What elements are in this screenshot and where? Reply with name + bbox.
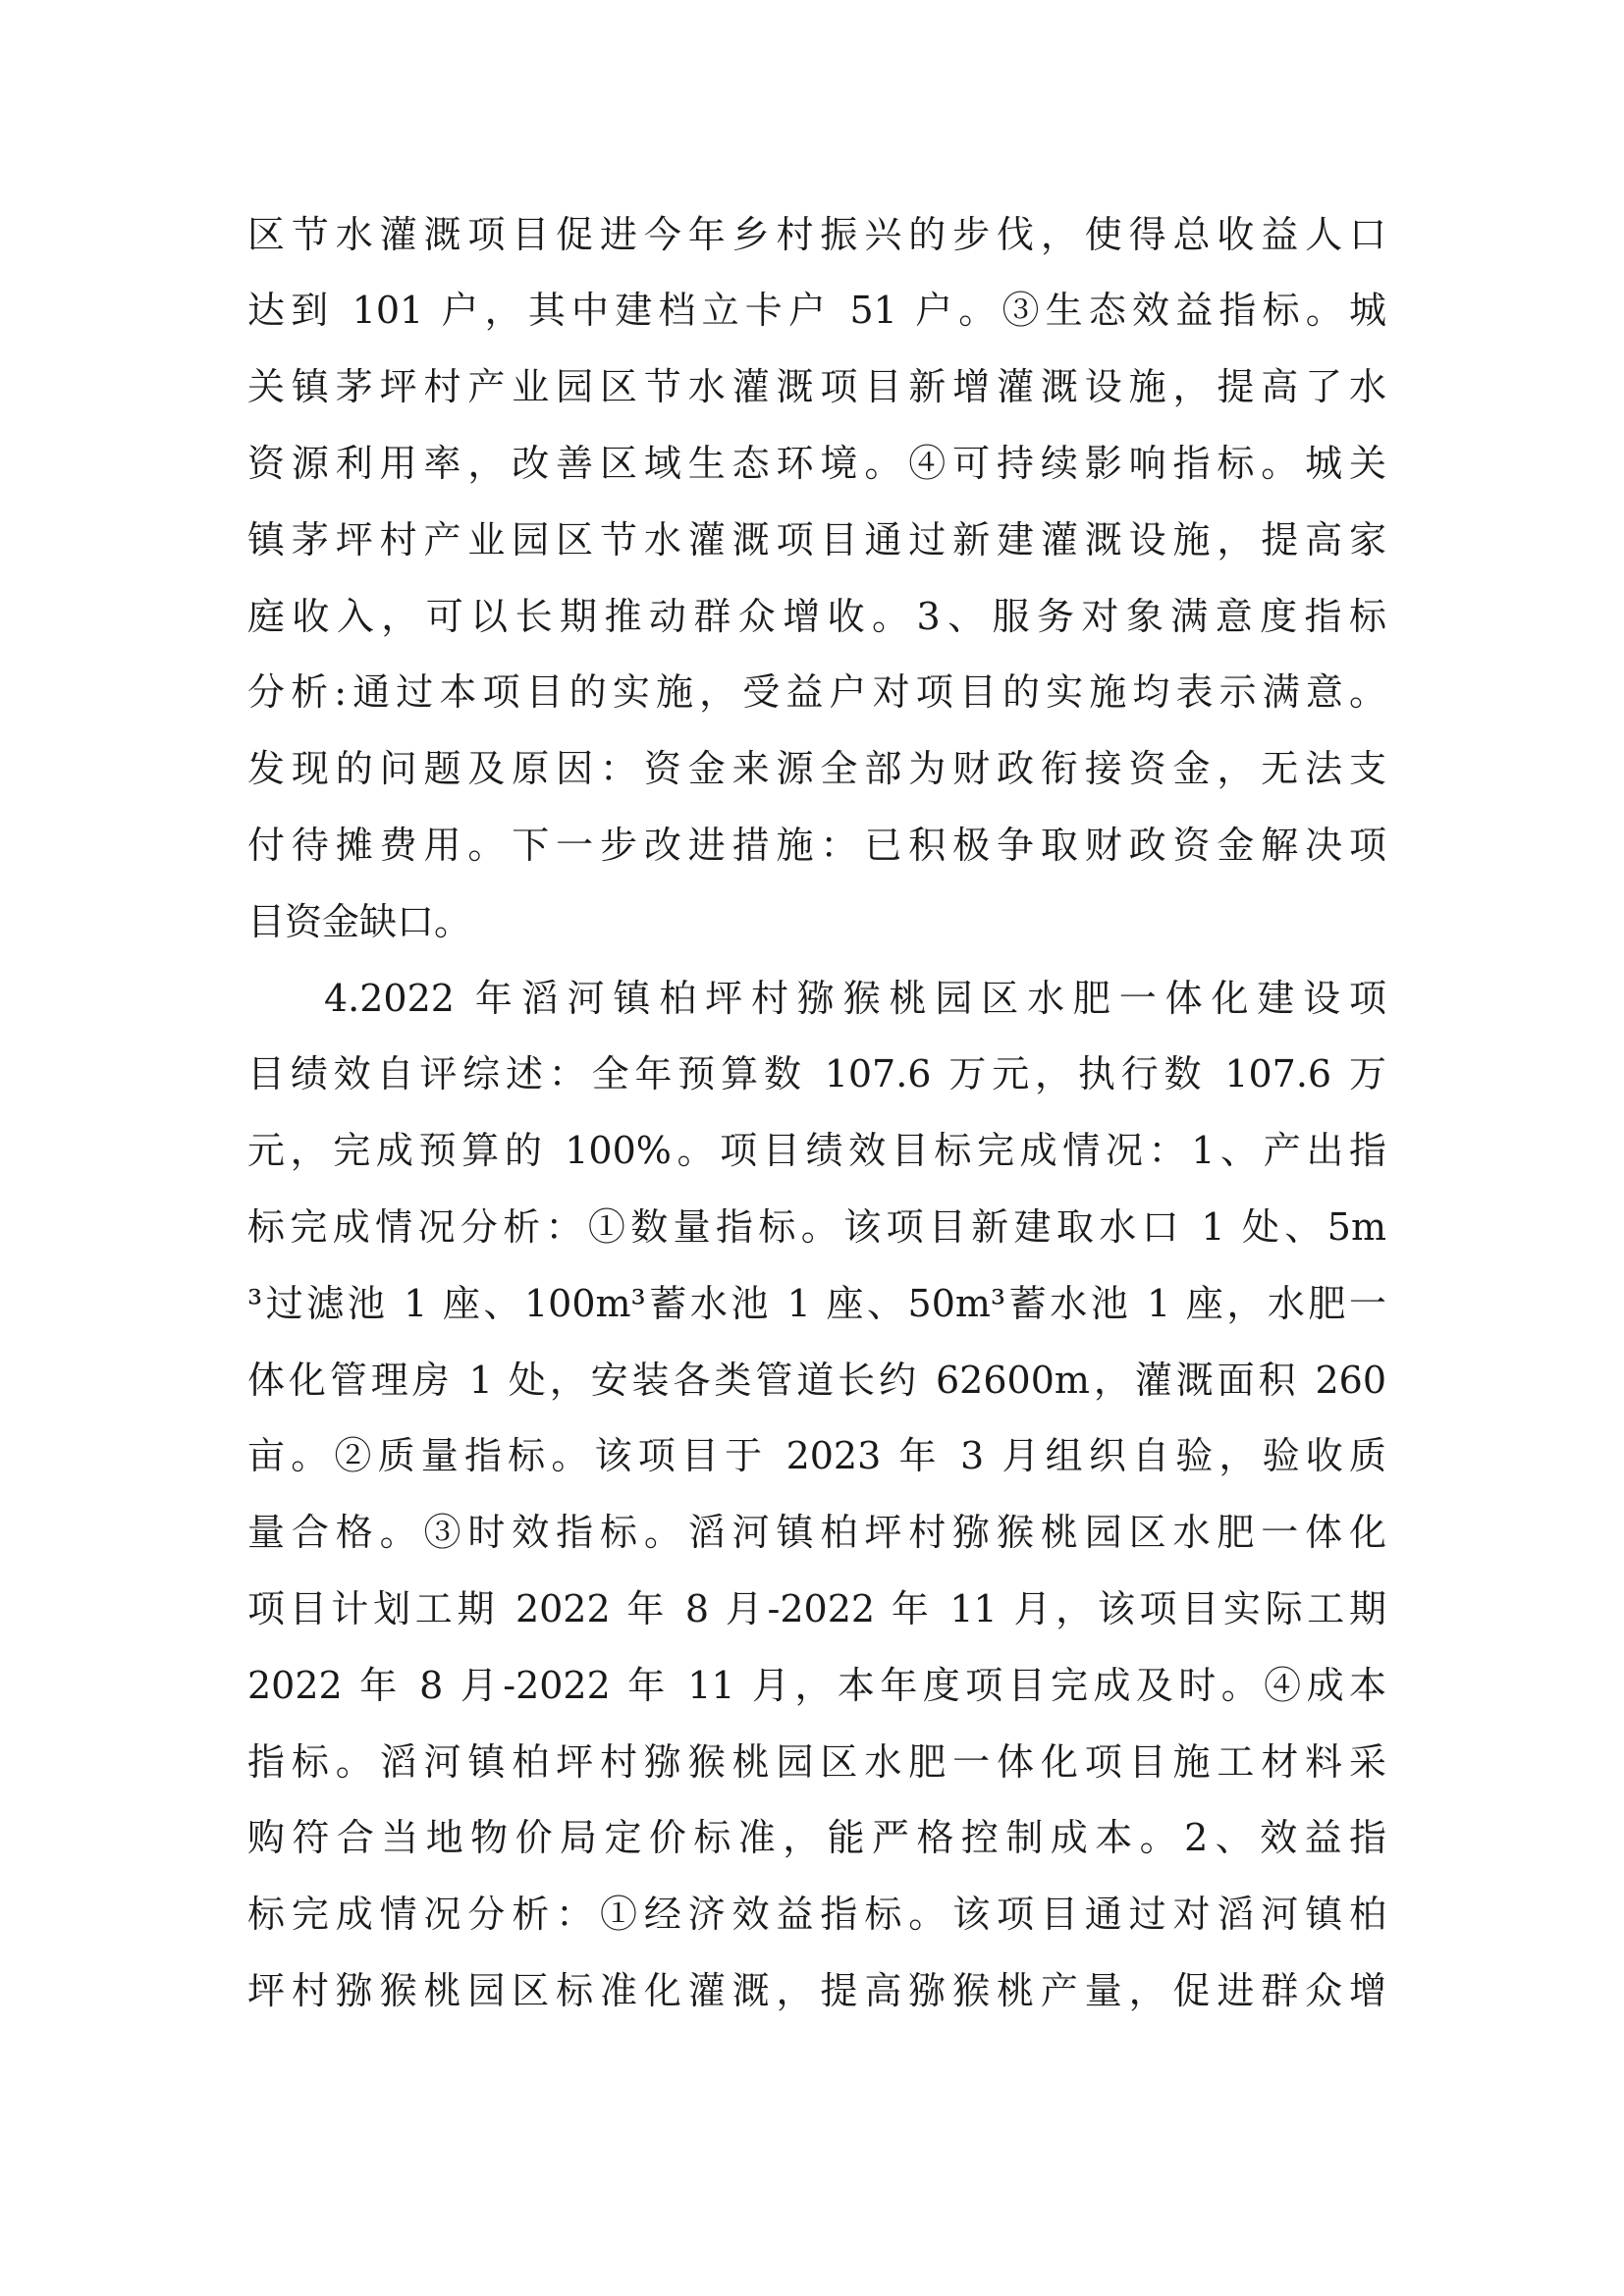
text-line: 标完成情况分析：①经济效益指标。该项目通过对滔河镇柏 <box>247 1893 1386 1936</box>
text-line: 分析:通过本项目的实施，受益户对项目的实施均表示满意。 <box>247 670 1386 714</box>
text-line: 镇茅坪村产业园区节水灌溉项目通过新建灌溉设施，提高家 <box>247 518 1386 561</box>
text-line: 元，完成预算的 100%。项目绩效目标完成情况：1、产出指 <box>247 1129 1386 1172</box>
text-line: ³过滤池 1 座、100m³蓄水池 1 座、50m³蓄水池 1 座，水肥一 <box>247 1282 1386 1325</box>
text-line: 坪村猕猴桃园区标准化灌溉，提高猕猴桃产量，促进群众增 <box>247 1969 1386 2012</box>
text-line: 2022 年 8 月-2022 年 11 月，本年度项目完成及时。④成本 <box>247 1664 1386 1707</box>
text-line: 购符合当地物价局定价标准，能严格控制成本。2、效益指 <box>247 1816 1386 1859</box>
text-line: 区节水灌溉项目促进今年乡村振兴的步伐，使得总收益人口 <box>247 213 1386 256</box>
paragraph-start-line: 4.2022 年滔河镇柏坪村猕猴桃园区水肥一体化建设项 <box>324 977 1386 1020</box>
text-line: 目绩效自评综述：全年预算数 107.6 万元，执行数 107.6 万 <box>247 1052 1386 1095</box>
text-line: 资源利用率，改善区域生态环境。④可持续影响指标。城关 <box>247 442 1386 485</box>
text-line: 发现的问题及原因：资金来源全部为财政衔接资金，无法支 <box>247 747 1386 790</box>
text-line: 付待摊费用。下一步改进措施：已积极争取财政资金解决项 <box>247 824 1386 867</box>
text-line: 指标。滔河镇柏坪村猕猴桃园区水肥一体化项目施工材料采 <box>247 1740 1386 1784</box>
text-line: 体化管理房 1 处，安装各类管道长约 62600m，灌溉面积 260 <box>247 1359 1386 1402</box>
text-line: 关镇茅坪村产业园区节水灌溉项目新增灌溉设施，提高了水 <box>247 365 1386 408</box>
text-line: 庭收入，可以长期推动群众增收。3、服务对象满意度指标 <box>247 595 1386 638</box>
text-line: 亩。②质量指标。该项目于 2023 年 3 月组织自验，验收质 <box>247 1434 1386 1477</box>
text-line: 项目计划工期 2022 年 8 月-2022 年 11 月，该项目实际工期 <box>247 1587 1386 1630</box>
text-line: 标完成情况分析：①数量指标。该项目新建取水口 1 处、5m <box>247 1205 1386 1249</box>
text-line: 目资金缺口。 <box>247 900 472 943</box>
text-line: 量合格。③时效指标。滔河镇柏坪村猕猴桃园区水肥一体化 <box>247 1511 1386 1554</box>
text-line: 达到 101 户，其中建档立卡户 51 户。③生态效益指标。城 <box>247 289 1386 332</box>
